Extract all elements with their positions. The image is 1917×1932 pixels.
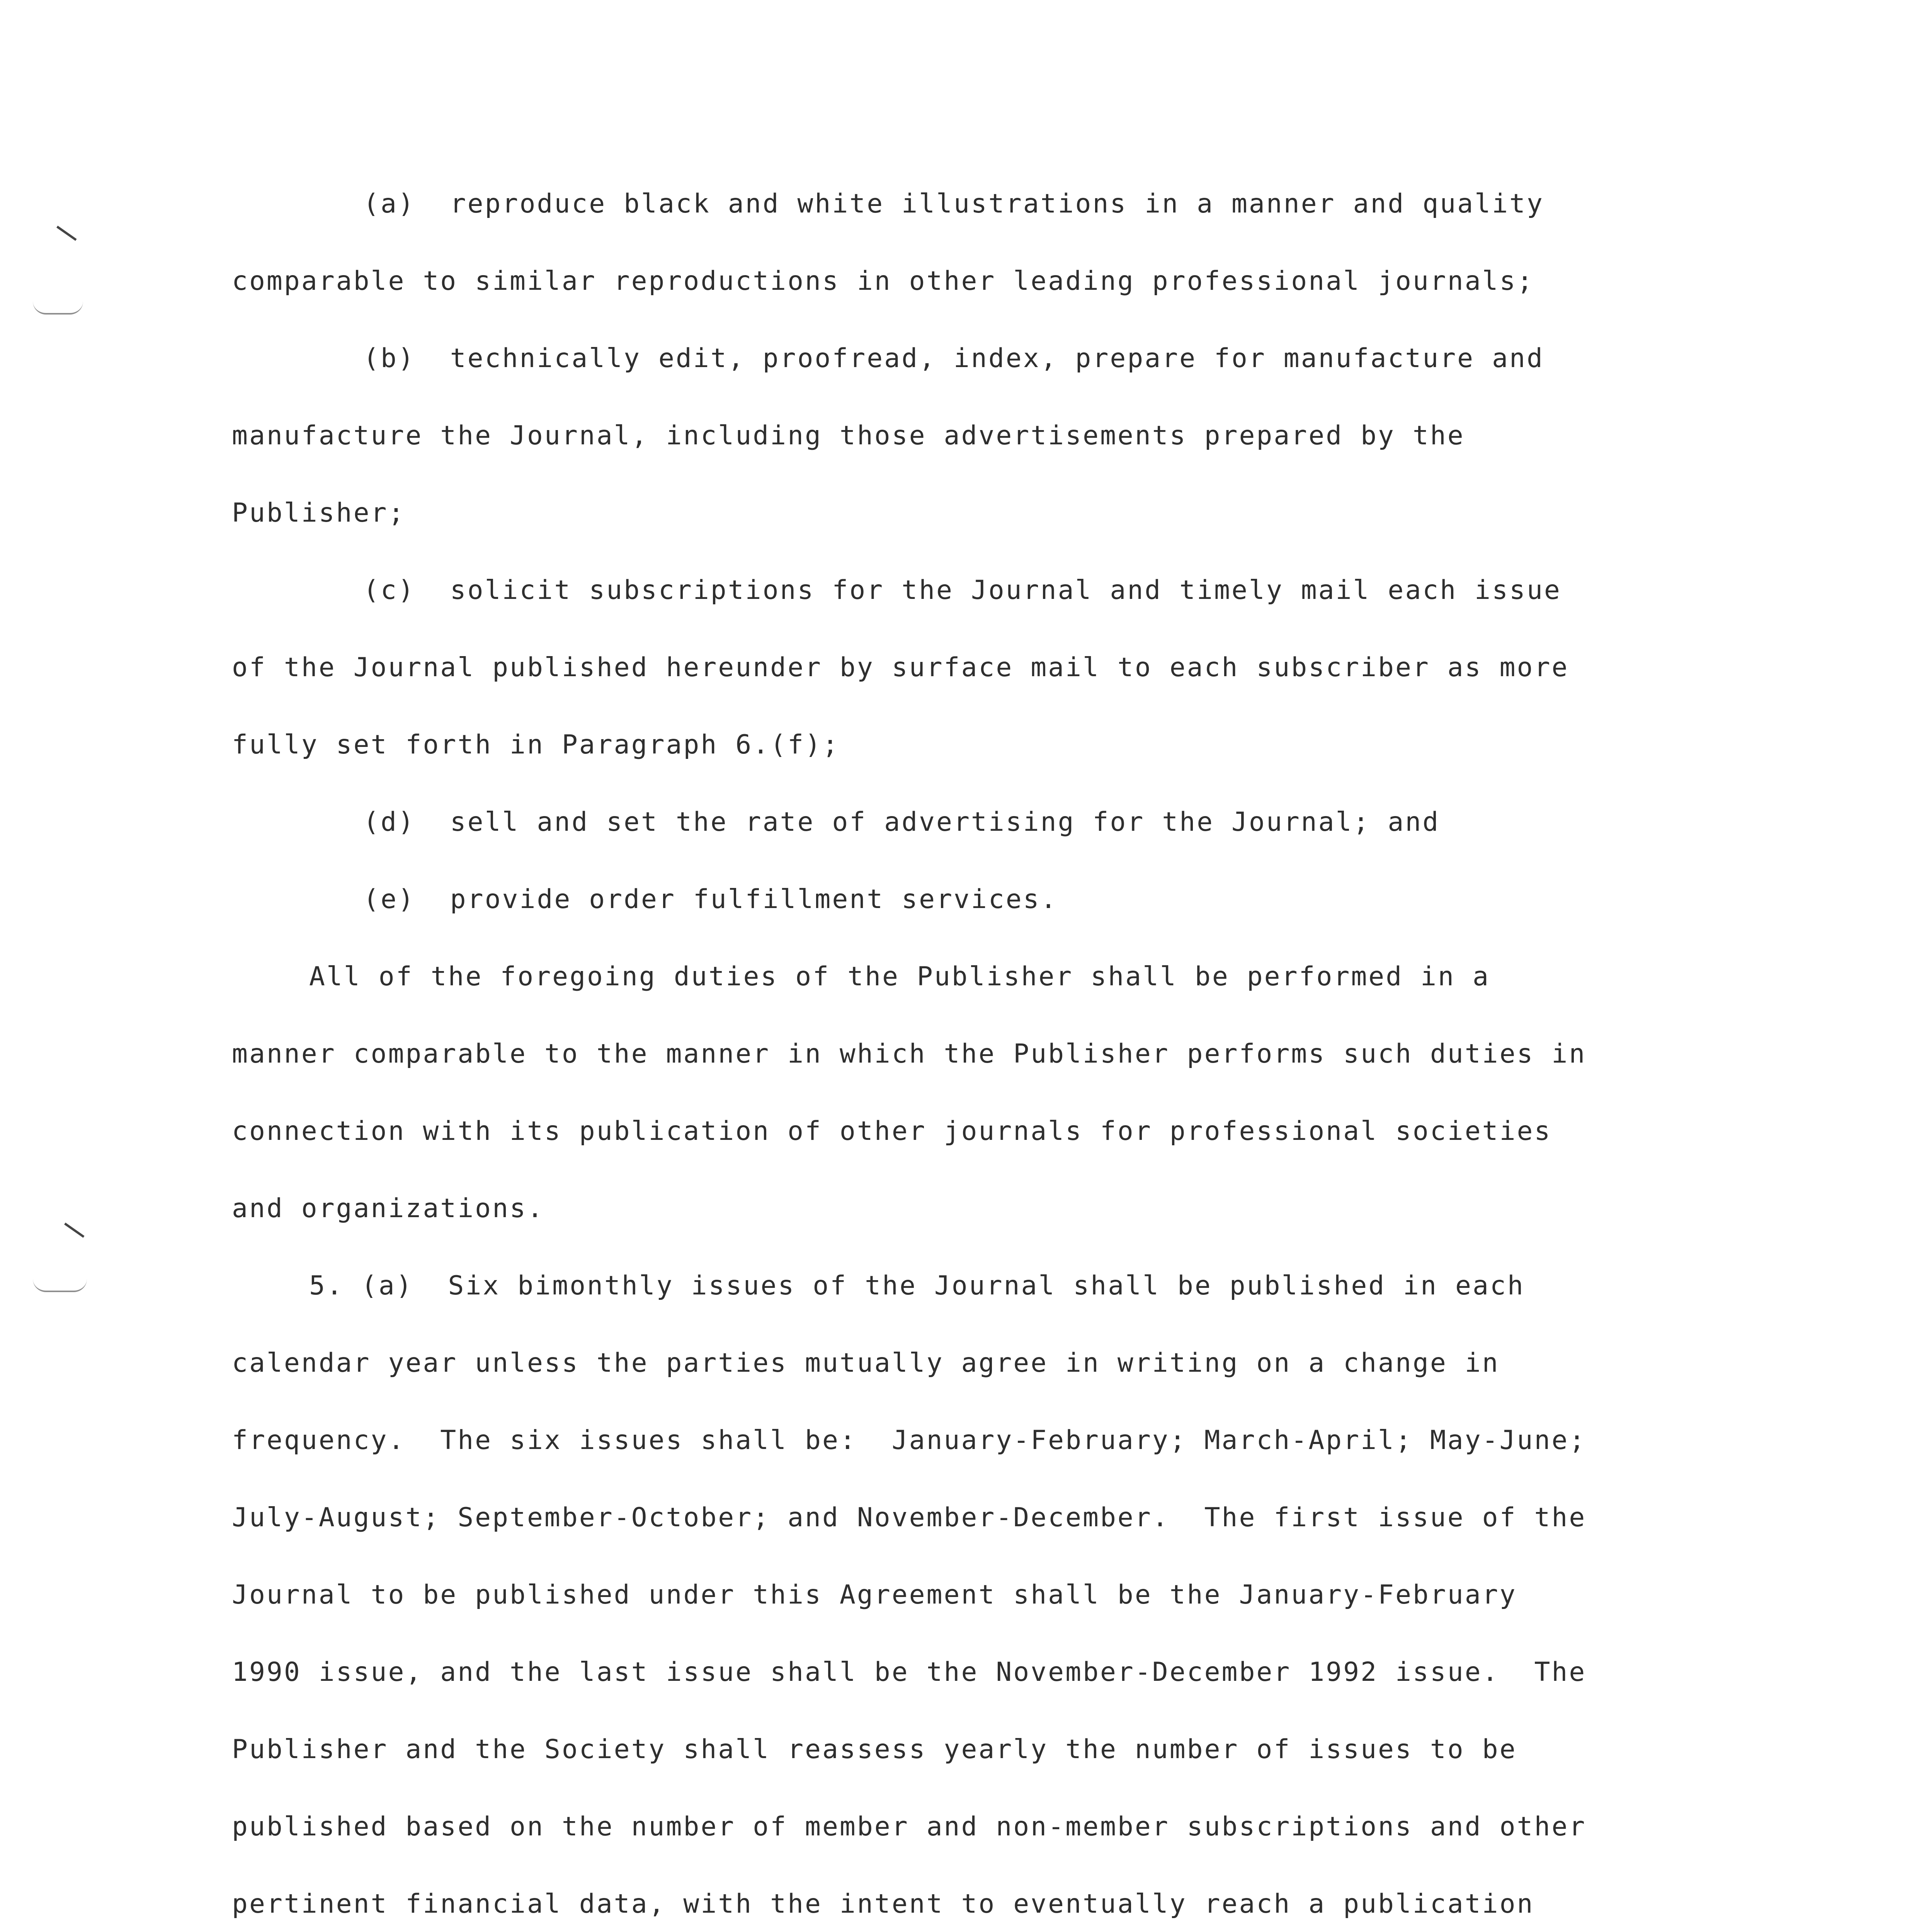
paragraph-line: July-August; September-October; and November-December. The first issue of the — [232, 1502, 1587, 1533]
paragraph-line: (d) sell and set the rate of advertising for the Journal; and — [363, 807, 1440, 837]
binder-hole-mark — [33, 1279, 87, 1292]
paragraph-line: Publisher and the Society shall reassess yearly the number of issues to be — [232, 1734, 1517, 1765]
binder-hole-mark — [62, 1223, 84, 1240]
paragraph-line: comparable to similar reproductions in other leading professional journals; — [232, 266, 1534, 296]
paragraph-line: All of the foregoing duties of the Publisher shall be performed in a — [309, 961, 1490, 992]
paragraph-line: fully set forth in Paragraph 6.(f); — [232, 730, 840, 760]
paragraph-line: (e) provide order fulfillment services. — [363, 884, 1058, 915]
paragraph-line: Journal to be published under this Agreement shall be the January-February — [232, 1580, 1517, 1610]
paragraph-line: and organizations. — [232, 1193, 544, 1224]
paragraph-line: published based on the number of member and non-member subscriptions and other — [232, 1811, 1587, 1842]
paragraph-line: Publisher; — [232, 498, 406, 528]
binder-hole-mark — [54, 226, 77, 243]
paragraph-line: frequency. The six issues shall be: January-February; March-April; May-June; — [232, 1425, 1587, 1456]
paragraph-line: of the Journal published hereunder by surface mail to each subscriber as more — [232, 652, 1569, 683]
paragraph-line: (c) solicit subscriptions for the Journal and timely mail each issue — [363, 575, 1561, 605]
paragraph-line: manufacture the Journal, including those advertisements prepared by the — [232, 420, 1465, 451]
binder-hole-mark — [33, 301, 83, 315]
paragraph-line: (a) reproduce black and white illustrations in a manner and quality — [363, 189, 1544, 219]
paragraph-line: connection with its publication of other journals for professional societies — [232, 1116, 1552, 1146]
paragraph-line: calendar year unless the parties mutually agree in writing on a change in — [232, 1348, 1500, 1378]
paragraph-line: 1990 issue, and the last issue shall be the November-December 1992 issue. The — [232, 1657, 1587, 1687]
paragraph-line: manner comparable to the manner in which the Publisher performs such duties in — [232, 1039, 1587, 1069]
paragraph-line: 5. (a) Six bimonthly issues of the Journal shall be published in each — [309, 1270, 1525, 1301]
paragraph-line: pertinent financial data, with the intent to eventually reach a publication — [232, 1889, 1534, 1919]
paragraph-line: (b) technically edit, proofread, index, prepare for manufacture and — [363, 343, 1544, 374]
